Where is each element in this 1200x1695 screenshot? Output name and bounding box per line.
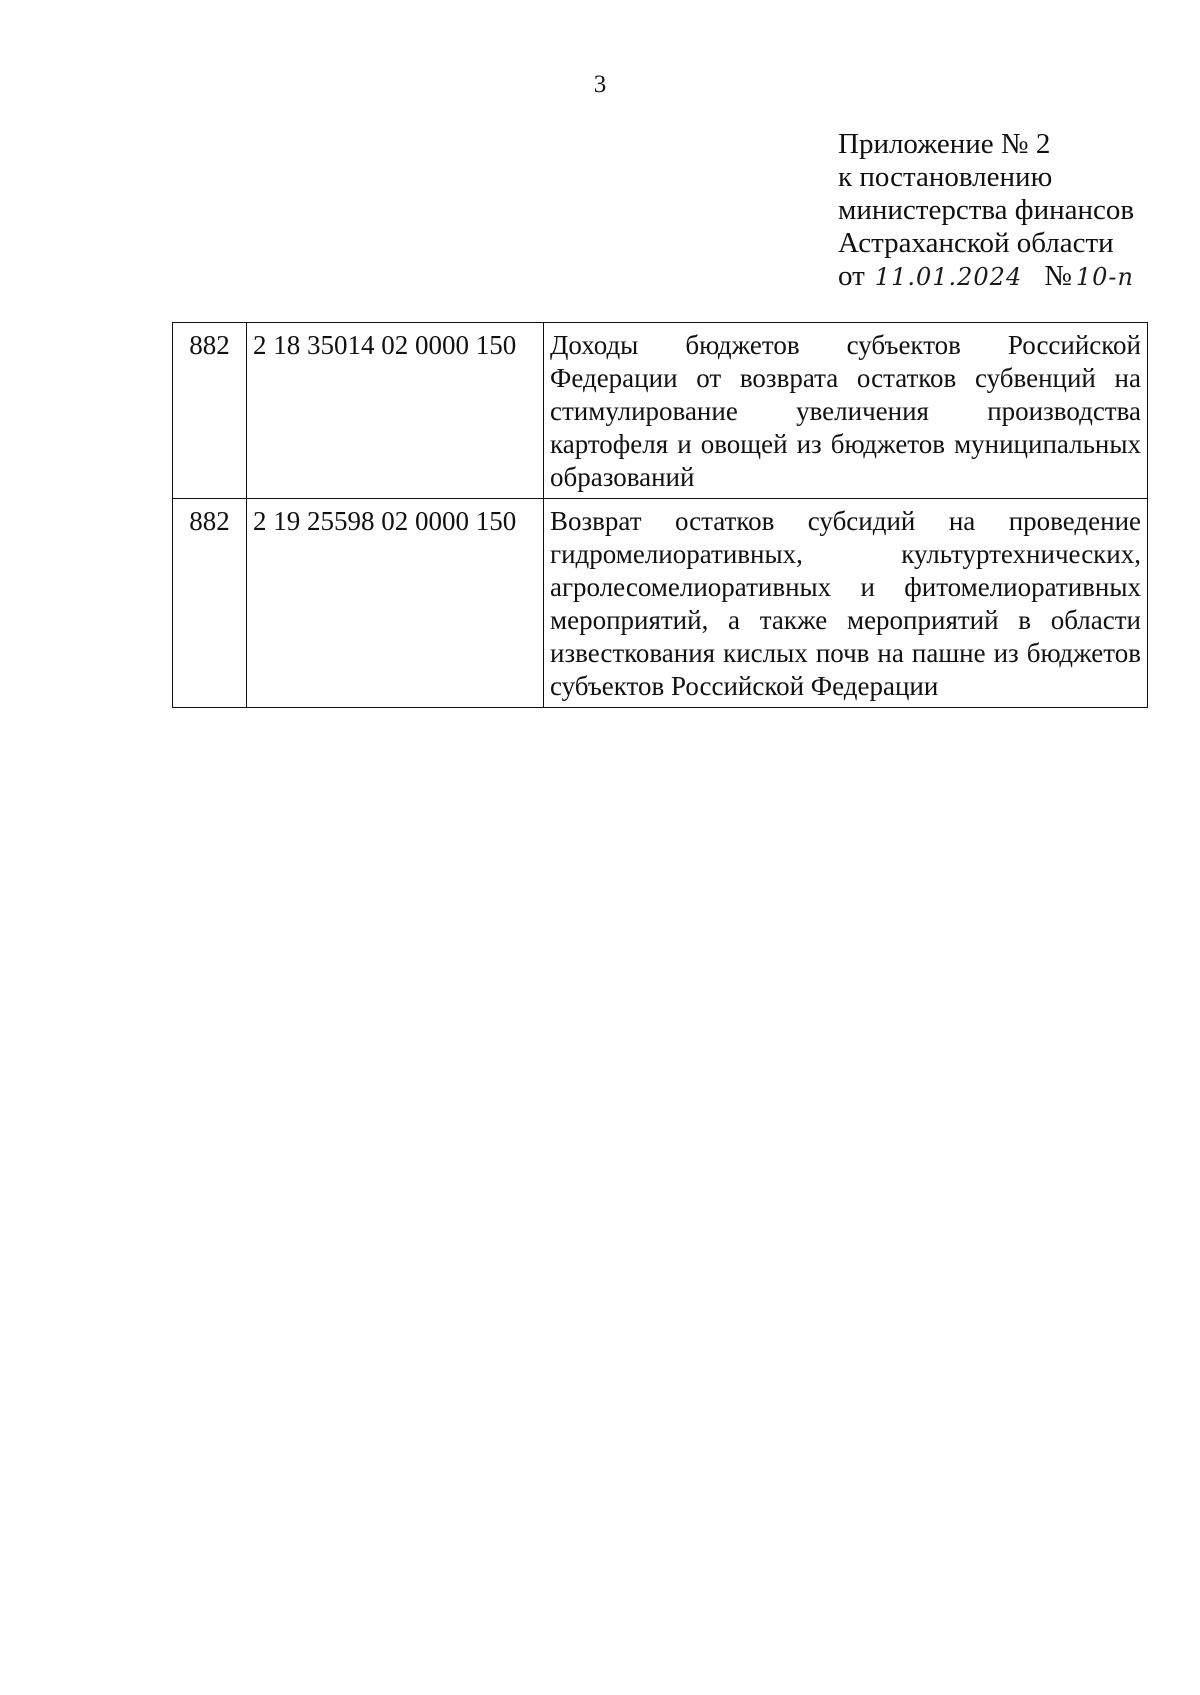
appendix-header	[838, 128, 1134, 294]
appendix-date-line	[838, 260, 1134, 294]
appendix-line-resolution: к постановлению	[838, 161, 1053, 193]
budget-codes-table	[172, 322, 1148, 708]
table-row	[173, 499, 1148, 708]
number-label: №	[1044, 260, 1072, 292]
appendix-title: Приложение № 2	[838, 128, 1051, 160]
page-number: 3	[593, 71, 607, 98]
handwritten-date: 11.01.2024	[874, 263, 1023, 291]
income-name-cell: Возврат остатков субсидий на проведение гидромелиоративных, культуртехнических, агролесомелиоративных и фитомелиоративных мероприятий, а также мероприятий в области известкования кислых почв на пашне из бюджетов субъектов Российской Федерации	[544, 499, 1148, 708]
budget-code-cell: 2 18 35014 02 0000 150	[247, 323, 544, 499]
income-name-cell: Доходы бюджетов субъектов Российской Федерации от возврата остатков субвенций на стимулирование увеличения производства картофеля и овощей из бюджетов муниципальных образований	[544, 323, 1148, 499]
budget-code-cell: 2 19 25598 02 0000 150	[247, 499, 544, 708]
appendix-line-ministry: министерства финансов	[838, 194, 1135, 226]
appendix-line-region: Астраханской области	[838, 227, 1114, 259]
admin-code-cell: 882	[173, 499, 247, 708]
handwritten-number: 10-п	[1075, 263, 1134, 291]
admin-code-cell: 882	[173, 323, 247, 499]
table-row	[173, 323, 1148, 499]
date-prefix: от	[838, 260, 865, 292]
